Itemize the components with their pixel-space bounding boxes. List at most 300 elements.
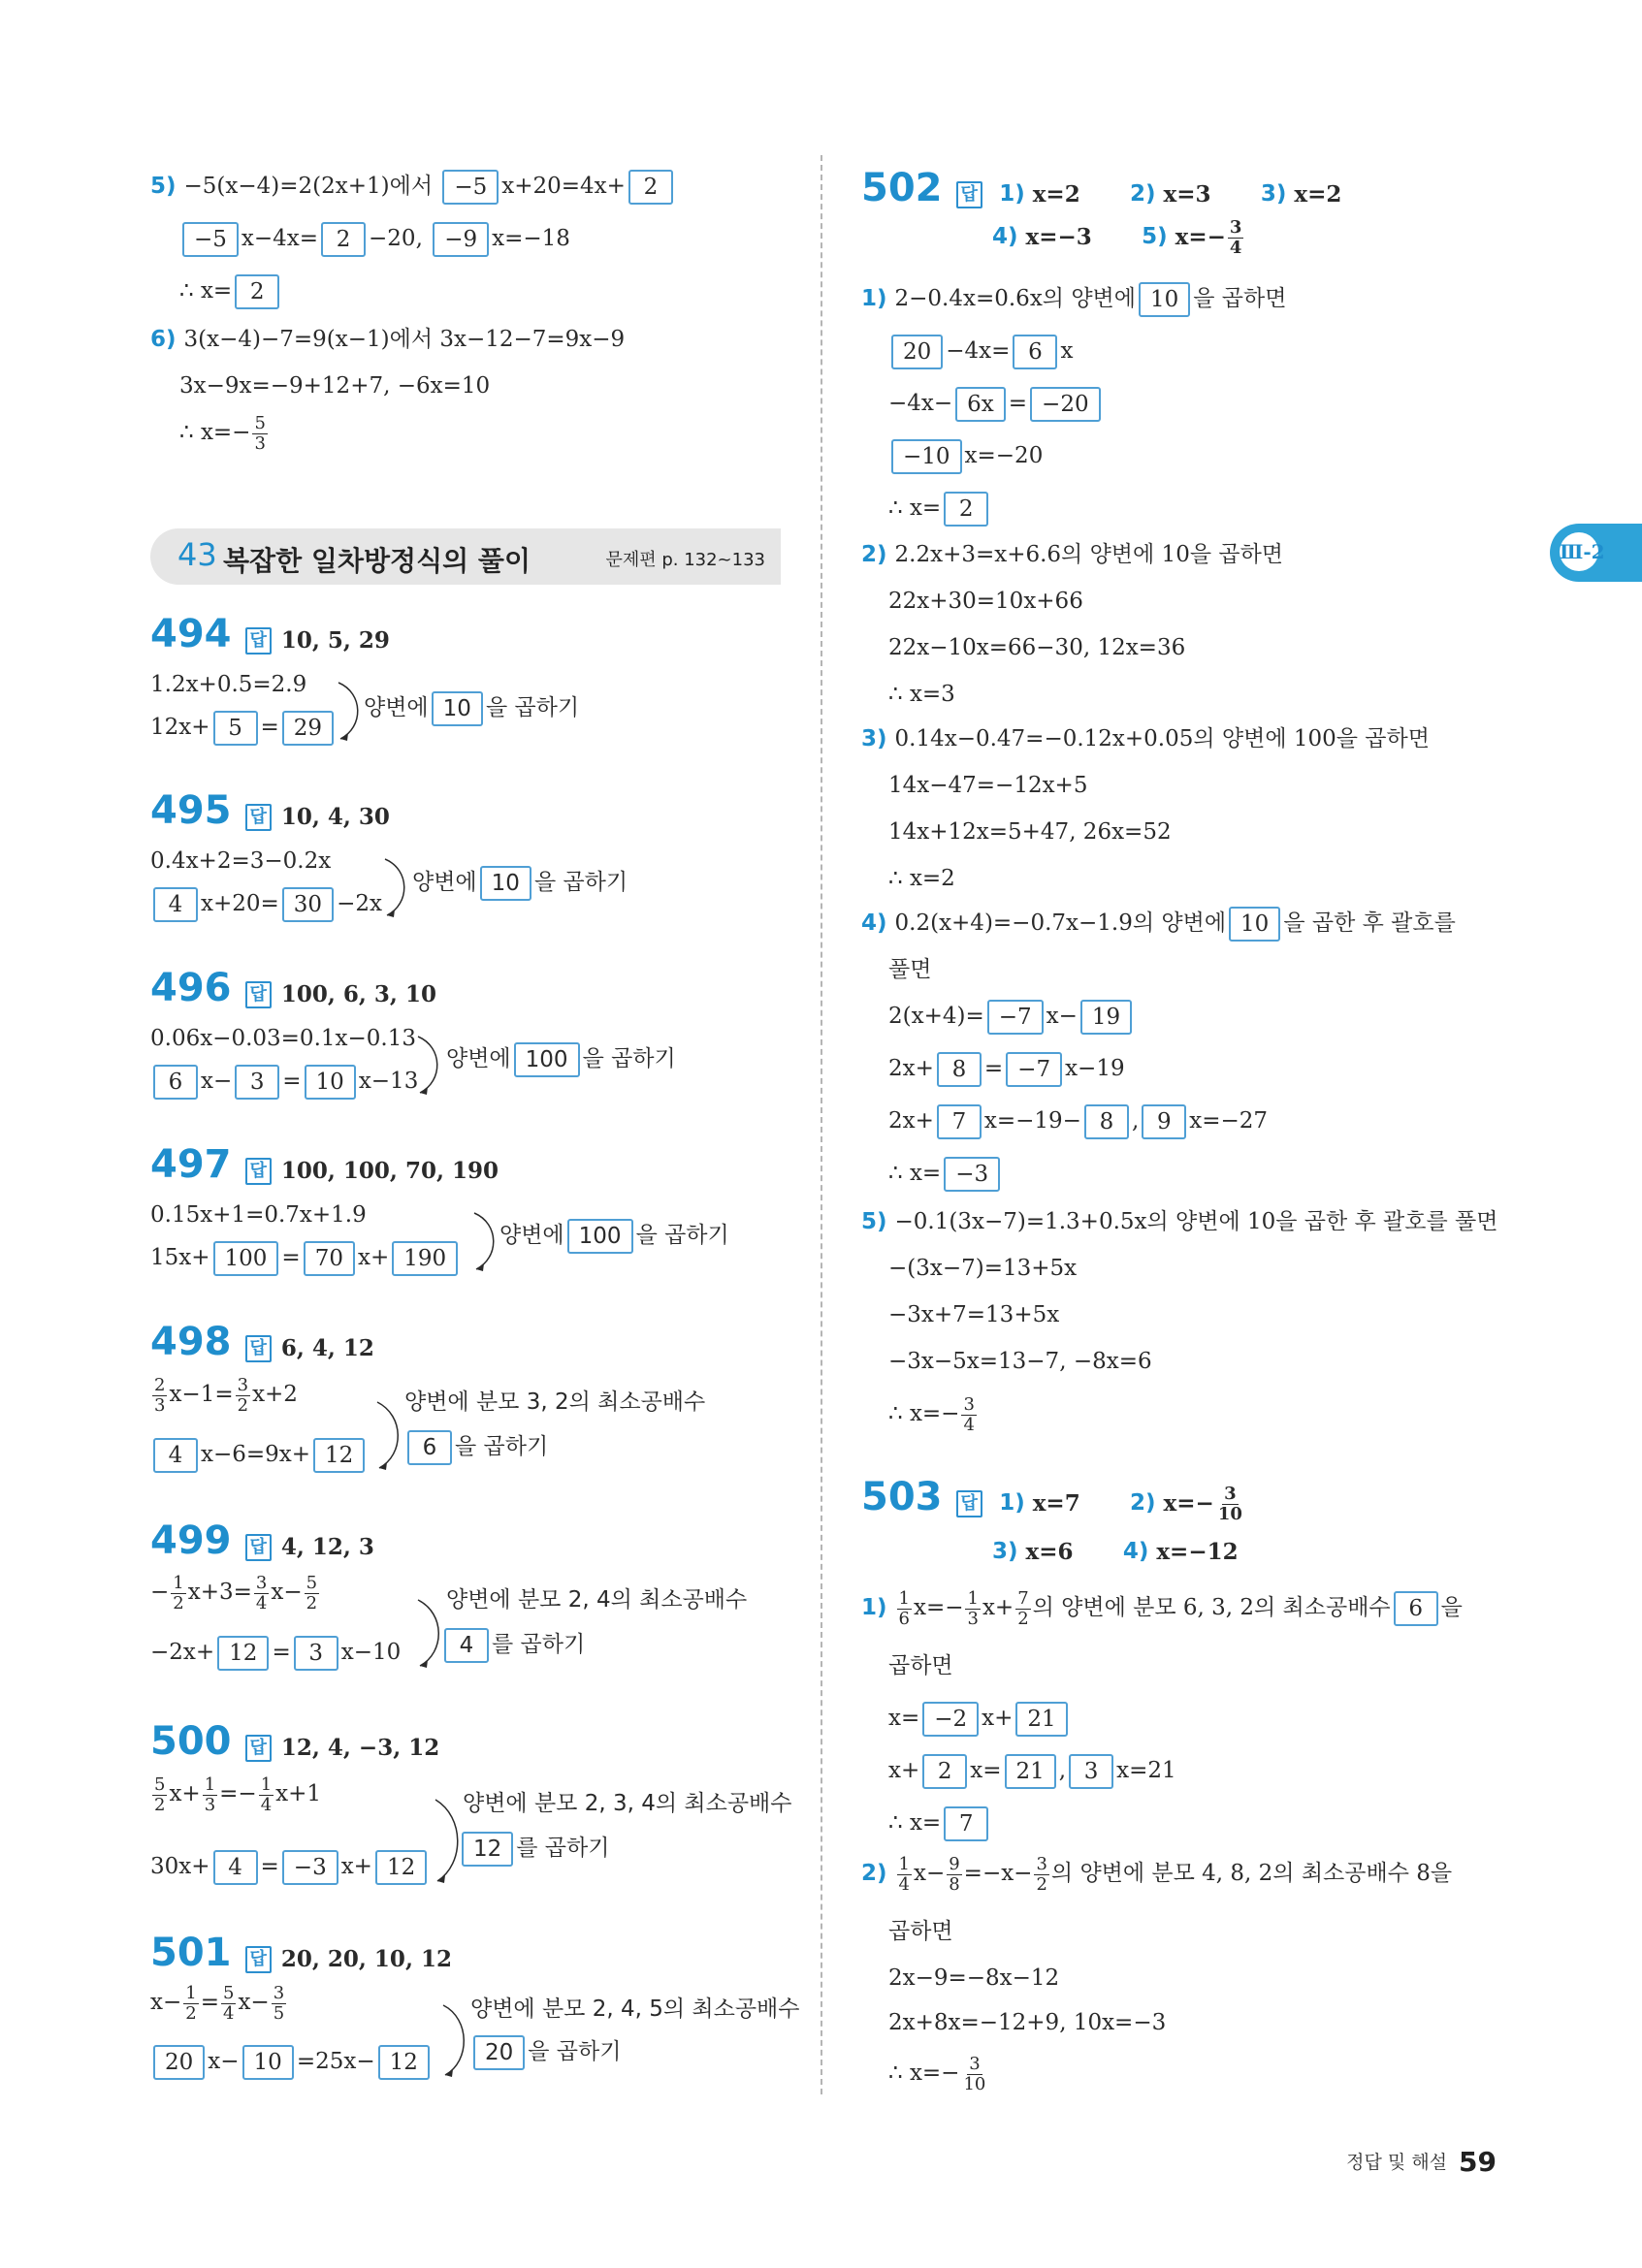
multiply-note-2	[470, 2032, 621, 2071]
text: x+20=	[201, 891, 279, 916]
text: =	[282, 1069, 302, 1094]
text: x+3=	[187, 1580, 252, 1605]
blank-box: 9	[1142, 1104, 1186, 1139]
problem-number: 502	[861, 166, 943, 210]
blank-box: 10	[1229, 907, 1280, 942]
item-label: 5)	[150, 174, 177, 199]
solution-503-1-line-1	[861, 1588, 1463, 1637]
text: =	[272, 1640, 291, 1665]
text: 양변에 분모 2, 3, 4의 최소공배수	[463, 1791, 792, 1816]
text: ,	[1058, 1758, 1067, 1783]
answer-text: x=2	[1032, 181, 1080, 208]
text: 2.2x+3=x+6.6의 양변에 10을 곱하면	[894, 542, 1284, 567]
blank-box: 8	[1084, 1104, 1129, 1139]
text: ∴ x=	[888, 1161, 942, 1186]
text: 양변에	[364, 695, 429, 720]
item-label: 4)	[861, 910, 887, 936]
eq-line-2	[150, 1847, 430, 1886]
blank-box: 100	[514, 1042, 580, 1077]
item-label: 5)	[861, 1209, 887, 1234]
solution-2-line-2	[888, 582, 1083, 621]
text: −2x+	[150, 1640, 215, 1665]
eq-line-2	[150, 1062, 418, 1101]
solution-503-2-line-4	[888, 2003, 1166, 2042]
problem-495-header	[150, 787, 390, 836]
text: x=	[970, 1758, 1002, 1783]
page-footer	[1346, 2146, 1497, 2178]
answer-badge: 답	[245, 627, 272, 655]
multiply-note-2	[459, 1829, 609, 1868]
text: 0.14x−0.47=−0.12x+0.05의 양변에 100을 곱하면	[894, 726, 1430, 751]
section-page-ref: 문제편 p. 132~133	[605, 550, 765, 570]
text: 곱하면	[888, 1919, 953, 1944]
answer-label: 2)	[1130, 181, 1156, 207]
text: x=	[888, 1706, 920, 1731]
text: =	[260, 715, 279, 740]
eq-line-2	[150, 1238, 461, 1277]
eq-line-1	[150, 1019, 416, 1058]
blank-box: 2	[944, 492, 988, 527]
answer-text: x=−	[1175, 224, 1226, 250]
answer-text: 6, 4, 12	[280, 1335, 374, 1361]
text: 0.2(x+4)=−0.7x−1.9의 양변에	[894, 910, 1227, 936]
text: 을 곱하기	[485, 695, 580, 720]
text: =	[200, 1990, 219, 2015]
answer-text: x=−	[1163, 1490, 1214, 1517]
text: x=−19−	[983, 1108, 1081, 1134]
text: 3(x−4)−7=9(x−1)에서 3x−12−7=9x−9	[183, 327, 626, 352]
solution-3-line-4	[888, 859, 955, 898]
text: −4x−	[888, 391, 953, 416]
problem-number: 495	[150, 788, 232, 833]
text: 2x−9=−8x−12	[888, 1965, 1060, 1991]
text: =	[1008, 391, 1028, 416]
column-divider	[821, 155, 822, 2094]
solution-503-1-line-5	[888, 1804, 991, 1842]
blank-box: 10	[305, 1065, 356, 1100]
text: 14x+12x=5+47, 26x=52	[888, 819, 1172, 845]
answer-label: 1)	[999, 181, 1025, 207]
text: −3x+7=13+5x	[888, 1302, 1060, 1327]
footer-label: 정답 및 해설	[1346, 2152, 1448, 2173]
text: −5(x−4)=2(2x+1)에서	[183, 174, 434, 199]
fraction: $\frac{5}{2}$	[306, 1572, 318, 1613]
answer-badge: 답	[245, 1735, 272, 1762]
blank-box: 10	[242, 2045, 294, 2080]
text: 을 곱하기	[455, 1434, 549, 1459]
blank-box: 4	[153, 1438, 198, 1473]
blank-box: −10	[891, 439, 962, 474]
solution-1-line-4	[888, 436, 1043, 475]
text: −4x=	[946, 338, 1011, 364]
answer-text: 100, 100, 70, 190	[280, 1158, 499, 1184]
text: x−4x=	[241, 226, 319, 251]
text: x−10	[340, 1640, 402, 1665]
item-label: 2)	[861, 1861, 887, 1886]
text: 3x−9x=−9+12+7, −6x=10	[179, 373, 491, 399]
problem-5-line-1	[150, 167, 676, 206]
text: 양변에 분모 2, 4의 최소공배수	[446, 1587, 748, 1613]
eq-line-1	[150, 665, 306, 704]
fraction: $\frac{1}{4}$	[260, 1773, 273, 1815]
blank-box: 12	[313, 1438, 365, 1473]
solution-2-line-1	[861, 535, 1283, 574]
fraction: $\frac{3}{10}$	[963, 2053, 986, 2094]
text: ∴ x=−	[888, 1401, 960, 1426]
text: 0.15x+1=0.7x+1.9	[150, 1202, 367, 1228]
answer-label: 5)	[1142, 224, 1168, 249]
text: ∴ x=2	[888, 866, 955, 891]
fraction: $\frac{7}{2}$	[1017, 1587, 1029, 1629]
text: ∴ x=	[179, 278, 233, 303]
text: 0.4x+2=3−0.2x	[150, 848, 332, 874]
answer-text: x=3	[1163, 181, 1211, 208]
blank-box: −3	[944, 1157, 1000, 1192]
solution-5-line-4	[888, 1342, 1152, 1381]
text: ∴ x=3	[888, 682, 955, 707]
answer-text: 4, 12, 3	[280, 1534, 374, 1560]
problem-number: 497	[150, 1142, 232, 1187]
eq-line-1	[150, 1196, 367, 1234]
eq-line-1	[150, 1983, 288, 2031]
answer-label: 3)	[992, 1539, 1018, 1564]
blank-box: 12	[378, 2045, 430, 2080]
blank-box: 6	[407, 1430, 452, 1465]
solution-1-line-2	[888, 332, 1073, 370]
text: 을 곱하기	[635, 1223, 729, 1248]
text: 의 양변에 분모 4, 8, 2의 최소공배수 8을	[1050, 1861, 1453, 1886]
blank-box: −7	[1006, 1052, 1062, 1087]
text: =	[281, 1245, 301, 1270]
problem-503-header	[861, 1474, 1246, 1522]
problem-number: 494	[150, 612, 232, 656]
problem-497-header	[150, 1141, 499, 1190]
fraction: $\frac{1}{2}$	[185, 1982, 197, 2024]
text: ∴ x=−	[888, 2060, 960, 2086]
text: 2x+	[888, 1108, 934, 1134]
answer-text: 10, 5, 29	[280, 627, 390, 654]
fraction: $\frac{2}{3}$	[154, 1374, 166, 1416]
answer-text: 10, 4, 30	[280, 804, 390, 830]
text: x+	[982, 1706, 1014, 1731]
text: x=−18	[492, 226, 570, 251]
blank-box: 29	[282, 711, 334, 746]
blank-box: 2	[321, 222, 366, 257]
answer-badge: 답	[245, 1534, 272, 1561]
solution-4-line-5	[888, 1102, 1268, 1140]
blank-box: 20	[891, 335, 943, 369]
solution-503-1-line-2	[888, 1646, 953, 1685]
text: x	[1060, 338, 1074, 364]
answer-text: 20, 20, 10, 12	[280, 1946, 452, 1972]
solution-5-line-3	[888, 1295, 1059, 1334]
blank-box: −2	[922, 1702, 979, 1737]
eq-line-1	[150, 1375, 298, 1423]
item-label: 1)	[861, 1595, 887, 1620]
fraction: $\frac{1}{2}$	[173, 1572, 184, 1613]
solution-4-line-4	[888, 1049, 1125, 1088]
fraction: $\frac{3}{4}$	[255, 1572, 268, 1613]
solution-3-line-2	[888, 766, 1087, 805]
fraction: $\frac{9}{8}$	[949, 1853, 960, 1895]
solution-3-line-1	[861, 719, 1430, 758]
blank-box: 100	[567, 1219, 633, 1254]
text: 을 곱한 후 괄호를	[1283, 910, 1456, 936]
text: 을 곱하기	[582, 1046, 676, 1071]
fraction: $\frac{1}{3}$	[204, 1773, 216, 1815]
text: =−	[219, 1781, 257, 1806]
solution-4-line-1	[861, 904, 1456, 942]
text: 15x+	[150, 1245, 210, 1270]
blank-box: −5	[442, 170, 499, 205]
solution-4-line-2	[888, 950, 931, 989]
text: x−13	[358, 1069, 419, 1094]
answer-badge: 답	[245, 981, 272, 1008]
problem-503-header-2	[992, 1532, 1239, 1571]
text: ∴ x=−	[179, 420, 251, 445]
text: ∴ x=	[888, 1810, 942, 1836]
blank-box: 100	[213, 1241, 279, 1276]
blank-box: 6	[1394, 1591, 1438, 1626]
fraction: $\frac{3}{4}$	[963, 1393, 975, 1435]
blank-box: 3	[235, 1065, 279, 1100]
solution-2-line-4	[888, 675, 955, 714]
blank-box: 8	[937, 1052, 982, 1087]
text: x−1=	[169, 1382, 234, 1407]
text: =	[260, 1854, 279, 1879]
answer-label: 4)	[992, 224, 1018, 249]
blank-box: 10	[480, 866, 531, 901]
blank-box: 3	[1069, 1754, 1113, 1789]
text: ∴ x=	[888, 495, 942, 521]
text: −	[150, 1580, 170, 1605]
problem-number: 500	[150, 1719, 232, 1764]
multiply-note-2	[441, 1625, 585, 1664]
blank-box: 190	[392, 1241, 458, 1276]
answer-text: 100, 6, 3, 10	[280, 981, 436, 1007]
text: x+	[169, 1781, 201, 1806]
answer-text: x=−12	[1156, 1539, 1239, 1565]
text: −0.1(3x−7)=1.3+0.5x의 양변에 10을 곱한 후 괄호를 풀면	[894, 1209, 1498, 1234]
blank-box: 4	[444, 1628, 489, 1663]
text: 을 곱하기	[533, 870, 628, 895]
solution-503-1-line-4	[888, 1751, 1176, 1790]
text: x−	[208, 2049, 240, 2074]
blank-box: 70	[304, 1241, 355, 1276]
multiply-note-1	[463, 1784, 791, 1823]
multiply-note-2	[404, 1427, 548, 1466]
solution-1-line-3	[888, 384, 1104, 423]
chapter-tab	[1550, 524, 1642, 582]
answer-badge: 답	[245, 1158, 272, 1185]
problem-number: 499	[150, 1518, 232, 1563]
blank-box: 19	[1080, 1000, 1132, 1035]
blank-box: 12	[462, 1832, 513, 1867]
item-label: 1)	[861, 286, 887, 311]
answer-label: 3)	[1260, 181, 1287, 207]
solution-503-2-line-3	[888, 1959, 1059, 1997]
fraction: $\frac{5}{4}$	[222, 1982, 235, 2024]
answer-text: x=6	[1025, 1539, 1074, 1565]
problem-number: 496	[150, 966, 232, 1010]
text: x+1	[275, 1781, 322, 1806]
problem-5-line-3	[179, 272, 282, 310]
blank-box: −20	[1030, 387, 1101, 422]
fraction: $\frac{1}{3}$	[967, 1587, 979, 1629]
solution-5-line-2	[888, 1249, 1077, 1288]
item-label: 6)	[150, 327, 177, 352]
text: x=−27	[1189, 1108, 1269, 1134]
problem-number: 498	[150, 1320, 232, 1364]
text: x+	[888, 1758, 920, 1783]
solution-4-line-3	[888, 997, 1135, 1036]
multiply-note-1	[446, 1581, 747, 1619]
blank-box: 7	[937, 1104, 982, 1139]
solution-3-line-3	[888, 813, 1172, 851]
text: 22x+30=10x+66	[888, 589, 1083, 614]
eq-line-1	[150, 1774, 321, 1823]
eq-line-1	[150, 1573, 321, 1621]
text: 를 곱하기	[492, 1632, 586, 1657]
problem-6-line-3	[179, 413, 270, 462]
answer-badge: 답	[245, 1335, 272, 1362]
multiply-note	[446, 1039, 676, 1078]
problem-number: 503	[861, 1475, 943, 1519]
text: 를 곱하기	[516, 1836, 610, 1861]
blank-box: 30	[282, 887, 334, 922]
eq-line-2	[150, 1435, 368, 1474]
text: ,	[1131, 1108, 1140, 1134]
problem-498-header	[150, 1319, 374, 1367]
answer-label: 1)	[999, 1490, 1025, 1516]
text: 1.2x+0.5=2.9	[150, 672, 307, 697]
solution-1-line-5	[888, 489, 991, 527]
blank-box: 21	[1015, 1702, 1067, 1737]
fraction: $\frac{3}{2}$	[237, 1374, 249, 1416]
blank-box: 3	[294, 1636, 338, 1671]
blank-box: 12	[217, 1636, 269, 1671]
answer-badge: 답	[956, 181, 982, 208]
text: x+	[982, 1595, 1014, 1620]
text: 을	[1440, 1595, 1463, 1620]
blank-box: 6x	[955, 387, 1006, 422]
problem-500-header	[150, 1718, 439, 1767]
blank-box: 4	[153, 887, 198, 922]
text: x−19	[1065, 1056, 1125, 1081]
text: x=−20	[964, 443, 1044, 468]
text: 2(x+4)=	[888, 1004, 984, 1029]
answer-text: x=−3	[1025, 224, 1092, 250]
text: x−	[201, 1069, 233, 1094]
solution-5-line-1	[861, 1202, 1497, 1241]
page-number: 59	[1459, 2146, 1497, 2178]
text: 양변에 분모 2, 4, 5의 최소공배수	[470, 1996, 800, 2022]
blank-box: −9	[433, 222, 489, 257]
text: x+20=4x+	[501, 174, 626, 199]
fraction: $\frac{3}{10}$	[1217, 1483, 1242, 1524]
blank-box: 6	[1013, 335, 1057, 369]
blank-box: 10	[1139, 282, 1190, 317]
blank-box: −3	[282, 1850, 338, 1885]
solution-503-2-line-1	[861, 1854, 1452, 1902]
blank-box: 12	[375, 1850, 427, 1885]
eq-line-2	[150, 2042, 433, 2081]
text: 30x+	[150, 1854, 210, 1879]
text: =25x−	[296, 2049, 375, 2074]
text: 22x−10x=66−30, 12x=36	[888, 635, 1186, 660]
text: x−6=9x+	[201, 1442, 311, 1467]
fraction: $\frac{1}{4}$	[898, 1853, 910, 1895]
problem-502-header-2	[992, 217, 1245, 266]
item-label: 3)	[861, 726, 887, 751]
text: −2x	[337, 891, 382, 916]
text: x−	[1046, 1004, 1078, 1029]
fraction: $\frac{5}{3}$	[254, 412, 266, 454]
text: 곱하면	[888, 1653, 953, 1678]
fraction: $\frac{1}{6}$	[898, 1587, 910, 1629]
answer-badge: 답	[956, 1490, 982, 1517]
text: 0.06x−0.03=0.1x−0.13	[150, 1026, 416, 1051]
eq-line-2	[150, 1633, 401, 1672]
text: 14x−47=−12x+5	[888, 773, 1088, 798]
text: x−	[238, 1990, 270, 2015]
answer-text: 12, 4, −3, 12	[280, 1735, 440, 1761]
solution-503-2-line-2	[888, 1912, 953, 1951]
text: x−	[271, 1580, 303, 1605]
item-label: 2)	[861, 542, 887, 567]
text: 양변에 분모 3, 2의 최소공배수	[404, 1390, 706, 1415]
blank-box: 20	[473, 2035, 525, 2070]
text: x+	[357, 1245, 390, 1270]
blank-box: 5	[213, 711, 258, 746]
section-number: 43	[177, 536, 217, 573]
multiply-note-1	[404, 1383, 705, 1421]
text: 2−0.4x=0.6x의 양변에	[894, 286, 1136, 311]
fraction: $\frac{3}{4}$	[1229, 216, 1242, 258]
multiply-note	[412, 863, 628, 902]
problem-6-line-2	[179, 367, 490, 405]
text: x+	[340, 1854, 372, 1879]
fraction: $\frac{5}{2}$	[154, 1773, 166, 1815]
solution-2-line-3	[888, 628, 1185, 667]
text: 양변에	[499, 1223, 564, 1248]
answer-text: x=2	[1294, 181, 1342, 208]
text: 을 곱하면	[1193, 286, 1287, 311]
blank-box: 7	[944, 1806, 988, 1841]
fraction: $\frac{3}{5}$	[273, 1982, 285, 2024]
eq-line-2	[150, 708, 337, 747]
problem-496-header	[150, 965, 436, 1013]
text: 풀면	[888, 957, 932, 982]
problem-501-header	[150, 1930, 452, 1978]
eq-line-1	[150, 842, 331, 880]
problem-6-line-1	[150, 320, 625, 359]
problem-499-header	[150, 1517, 374, 1566]
text: 의 양변에 분모 6, 3, 2의 최소공배수	[1032, 1595, 1391, 1620]
multiply-note	[364, 688, 579, 727]
blank-box: 6	[153, 1065, 198, 1100]
solution-1-line-1	[861, 279, 1286, 318]
text: −(3x−7)=13+5x	[888, 1256, 1078, 1281]
text: x+2	[252, 1382, 298, 1407]
solution-5-line-5	[888, 1394, 979, 1443]
text: 양변에	[412, 870, 477, 895]
multiply-note	[499, 1216, 729, 1255]
solution-503-2-line-5	[888, 2054, 989, 2102]
blank-box: 21	[1005, 1754, 1056, 1789]
text: −3x−5x=13−7, −8x=6	[888, 1349, 1152, 1374]
blank-box: −7	[987, 1000, 1044, 1035]
